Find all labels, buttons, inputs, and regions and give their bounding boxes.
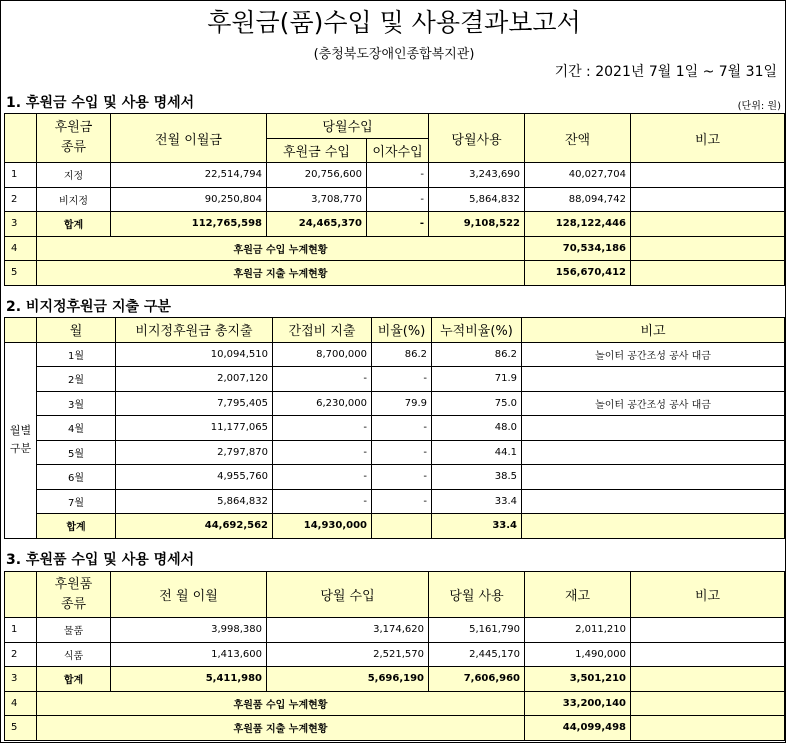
header-type: 후원품 종류 <box>37 572 111 618</box>
row-note <box>631 261 785 286</box>
row-donation: 24,465,370 <box>267 212 367 237</box>
row-balance: 128,122,446 <box>525 212 631 237</box>
row-note <box>631 163 785 188</box>
table-row <box>5 367 785 392</box>
row-interest: - <box>367 163 429 188</box>
row-interest: - <box>367 212 429 237</box>
row-month: 합계 <box>37 514 116 539</box>
header-donation: 후원금 수입 <box>267 138 367 163</box>
row-note <box>631 236 785 261</box>
table-row <box>5 163 785 188</box>
row-use: 2,445,170 <box>429 642 525 667</box>
row-no: 4 <box>5 236 37 261</box>
header-note: 비고 <box>631 572 785 618</box>
row-balance: 88,094,742 <box>525 187 631 212</box>
row-cumulative: 75.0 <box>432 391 522 416</box>
row-indirect: 14,930,000 <box>273 514 372 539</box>
row-cumulative: 33.4 <box>432 489 522 514</box>
row-total: 7,795,405 <box>116 391 273 416</box>
header-blank <box>5 318 37 343</box>
header-stock: 재고 <box>525 572 631 618</box>
row-note <box>631 691 785 716</box>
row-cumulative: 33.4 <box>432 514 522 539</box>
row-month: 1월 <box>37 342 116 367</box>
row-ratio <box>372 514 432 539</box>
cumulative-income-label: 후원금 수입 누계현황 <box>37 236 525 261</box>
row-indirect: - <box>273 440 372 465</box>
row-cumulative: 71.9 <box>432 367 522 392</box>
row-total: 2,797,870 <box>116 440 273 465</box>
cumulative-income-row <box>5 236 785 261</box>
section1-title: 1. 후원금 수입 및 사용 명세서 <box>6 95 195 111</box>
goods-table <box>4 571 785 741</box>
section2-title: 2. 비지정후원금 지출 구분 <box>6 299 171 315</box>
row-cumulative: 38.5 <box>432 465 522 490</box>
row-ratio: - <box>372 465 432 490</box>
row-no: 2 <box>5 187 37 212</box>
row-total: 5,864,832 <box>116 489 273 514</box>
header-blank <box>5 572 37 618</box>
row-note: 놀이터 공간조성 공사 대금 <box>522 342 785 367</box>
cumulative-income-value: 70,534,186 <box>525 236 631 261</box>
row-note: 놀이터 공간조성 공사 대금 <box>522 391 785 416</box>
donation-table <box>4 113 785 286</box>
section3-title: 3. 후원품 수입 및 사용 명세서 <box>6 552 195 568</box>
row-total: 10,094,510 <box>116 342 273 367</box>
total-row <box>5 212 785 237</box>
header-income: 당월 수입 <box>267 572 429 618</box>
row-stock: 2,011,210 <box>525 618 631 643</box>
cumulative-expense-value: 44,099,498 <box>525 716 631 741</box>
header-type: 후원금 종류 <box>37 114 111 163</box>
cumulative-expense-row <box>5 716 785 741</box>
cumulative-expense-row <box>5 261 785 286</box>
row-note <box>522 367 785 392</box>
row-type: 지정 <box>37 163 111 188</box>
header-note: 비고 <box>522 318 785 343</box>
row-no: 1 <box>5 618 37 643</box>
row-income: 3,174,620 <box>267 618 429 643</box>
row-indirect: - <box>273 367 372 392</box>
row-prev: 3,998,380 <box>111 618 267 643</box>
row-month: 5월 <box>37 440 116 465</box>
row-type: 식품 <box>37 642 111 667</box>
row-use: 7,606,960 <box>429 667 525 692</box>
header-income: 당월수입 <box>267 114 429 139</box>
row-indirect: 6,230,000 <box>273 391 372 416</box>
row-note <box>522 465 785 490</box>
row-prev: 1,413,600 <box>111 642 267 667</box>
row-month: 4월 <box>37 416 116 441</box>
cumulative-income-label: 후원품 수입 누계현황 <box>37 691 525 716</box>
header-use: 당월사용 <box>429 114 525 163</box>
row-use: 5,864,832 <box>429 187 525 212</box>
report-period: 기간 : 2021년 7월 1일 ~ 7월 31일 <box>554 64 777 80</box>
row-month: 2월 <box>37 367 116 392</box>
header-total: 비지정후원금 총지출 <box>116 318 273 343</box>
total-row <box>5 667 785 692</box>
row-type: 물품 <box>37 618 111 643</box>
table-row <box>5 618 785 643</box>
row-use: 5,161,790 <box>429 618 525 643</box>
row-no: 2 <box>5 642 37 667</box>
row-total: 2,007,120 <box>116 367 273 392</box>
row-ratio: - <box>372 440 432 465</box>
row-total: 11,177,065 <box>116 416 273 441</box>
table-row <box>5 440 785 465</box>
row-use: 3,243,690 <box>429 163 525 188</box>
header-prev: 전 월 이월 <box>111 572 267 618</box>
table-row <box>5 489 785 514</box>
header-ratio: 비율(%) <box>372 318 432 343</box>
row-donation: 3,708,770 <box>267 187 367 212</box>
header-balance: 잔액 <box>525 114 631 163</box>
row-note <box>631 187 785 212</box>
row-note <box>631 212 785 237</box>
row-note <box>631 618 785 643</box>
row-prev: 112,765,598 <box>111 212 267 237</box>
row-note <box>522 440 785 465</box>
row-no: 5 <box>5 716 37 741</box>
row-note <box>631 667 785 692</box>
row-type: 비지정 <box>37 187 111 212</box>
organization-name: (충청북도장애인종합복지관) <box>313 47 475 62</box>
cumulative-expense-label: 후원금 지출 누계현황 <box>37 261 525 286</box>
row-no: 1 <box>5 163 37 188</box>
row-type: 합계 <box>37 212 111 237</box>
unit-label: (단위: 원) <box>737 101 781 112</box>
row-indirect: - <box>273 465 372 490</box>
row-ratio: - <box>372 489 432 514</box>
row-prev: 90,250,804 <box>111 187 267 212</box>
row-stock: 1,490,000 <box>525 642 631 667</box>
header-note: 비고 <box>631 114 785 163</box>
cumulative-expense-label: 후원품 지출 누계현황 <box>37 716 525 741</box>
expense-breakdown-table <box>4 317 785 539</box>
row-balance: 40,027,704 <box>525 163 631 188</box>
header-use: 당월 사용 <box>429 572 525 618</box>
row-no: 3 <box>5 667 37 692</box>
row-indirect: - <box>273 489 372 514</box>
row-cumulative: 48.0 <box>432 416 522 441</box>
table-row <box>5 416 785 441</box>
table-row <box>5 642 785 667</box>
row-note <box>522 514 785 539</box>
row-cumulative: 86.2 <box>432 342 522 367</box>
row-note <box>522 416 785 441</box>
row-note <box>631 716 785 741</box>
cumulative-income-row <box>5 691 785 716</box>
row-cumulative: 44.1 <box>432 440 522 465</box>
report-title: 후원금(품)수입 및 사용결과보고서 <box>207 8 581 37</box>
row-ratio: 79.9 <box>372 391 432 416</box>
row-use: 9,108,522 <box>429 212 525 237</box>
row-type: 합계 <box>37 667 111 692</box>
header-cumulative: 누적비율(%) <box>432 318 522 343</box>
row-ratio: - <box>372 416 432 441</box>
row-stock: 3,501,210 <box>525 667 631 692</box>
row-ratio: 86.2 <box>372 342 432 367</box>
row-total: 4,955,760 <box>116 465 273 490</box>
row-note <box>631 642 785 667</box>
row-no: 4 <box>5 691 37 716</box>
row-no: 3 <box>5 212 37 237</box>
header-indirect: 간접비 지출 <box>273 318 372 343</box>
row-month: 6월 <box>37 465 116 490</box>
table-row <box>5 187 785 212</box>
header-interest: 이자수입 <box>367 138 429 163</box>
table-row <box>5 342 785 367</box>
row-interest: - <box>367 187 429 212</box>
row-month: 7월 <box>37 489 116 514</box>
row-indirect: 8,700,000 <box>273 342 372 367</box>
row-donation: 20,756,600 <box>267 163 367 188</box>
row-total: 44,692,562 <box>116 514 273 539</box>
row-ratio: - <box>372 367 432 392</box>
row-prev: 5,411,980 <box>111 667 267 692</box>
row-note <box>522 489 785 514</box>
cumulative-income-value: 33,200,140 <box>525 691 631 716</box>
table-row <box>5 391 785 416</box>
table-row <box>5 465 785 490</box>
row-income: 2,521,570 <box>267 642 429 667</box>
row-indirect: - <box>273 416 372 441</box>
header-blank <box>5 114 37 163</box>
row-no: 5 <box>5 261 37 286</box>
row-income: 5,696,190 <box>267 667 429 692</box>
group-label: 월별 구분 <box>5 342 37 538</box>
row-month: 3월 <box>37 391 116 416</box>
row-prev: 22,514,794 <box>111 163 267 188</box>
total-row <box>5 514 785 539</box>
header-month: 월 <box>37 318 116 343</box>
cumulative-expense-value: 156,670,412 <box>525 261 631 286</box>
header-prev: 전월 이월금 <box>111 114 267 163</box>
